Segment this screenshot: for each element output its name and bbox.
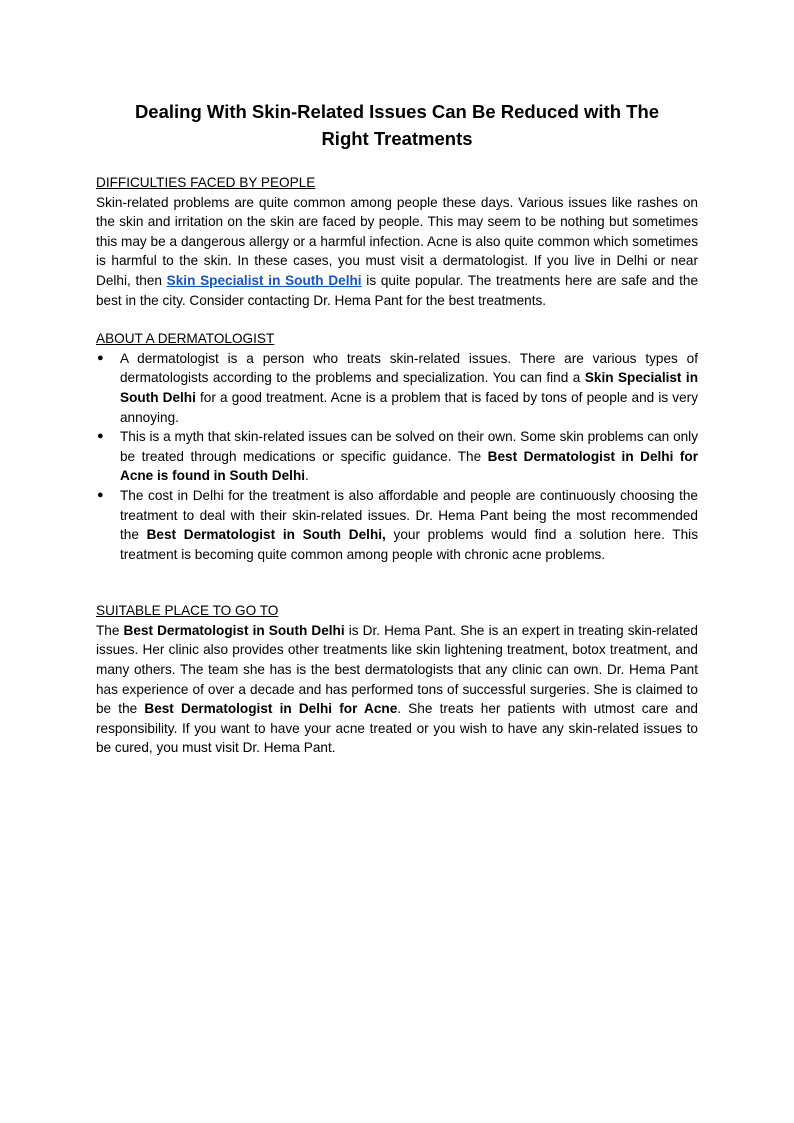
bullet-icon: ● bbox=[97, 488, 104, 501]
paragraph-text: . She treats her patients with utmost care and responsibility. If you want to have your acne treated or you wish to have any skin-related issues to be cured, you must visit Dr. Hema Pant. bbox=[96, 701, 698, 756]
bullet-icon: ● bbox=[97, 351, 104, 364]
bullet-text: The cost in Delhi for the treatment is also affordable and people are continuously choosing the treatment to deal with their skin-related issues. Dr. Hema Pant being the most recommended the bbox=[120, 487, 698, 543]
bullet-text: . bbox=[305, 468, 309, 484]
bullet-text: This is a myth that skin-related issues can be solved on their own. Some skin problems can only be treated through medications or specific guidance. The bbox=[120, 429, 698, 464]
bullet-bold-text: Best Dermatologist in South Delhi, bbox=[146, 527, 386, 543]
paragraph-text: is quite popular. The treatments here are safe and the best in the city. Consider contacting Dr. Hema Pant for the best treatments. bbox=[96, 272, 699, 308]
list-item bbox=[96, 427, 698, 486]
skin-specialist-link[interactable]: Skin Specialist in South Delhi bbox=[166, 272, 362, 288]
bullet-text: your problems would find a solution here. This treatment is becoming quite common among people with chronic acne problems. bbox=[120, 527, 698, 562]
bullet-bold-text: Skin Specialist in South Delhi bbox=[120, 370, 699, 405]
section-heading-difficulties: DIFFICULTIES FACED BY PEOPLE bbox=[96, 175, 316, 190]
paragraph-text: is Dr. Hema Pant. She is an expert in treating skin-related issues. Her clinic also provides other treatments like skin lightening treatment, botox treatment, and many others. The team she has is the best dermatologists that any clinic can own. Dr. Hema Pant has experience of over a decade and has performed tons of successful surgeries. She is claimed to be the bbox=[96, 622, 698, 717]
bullet-text: A dermatologist is a person who treats skin-related issues. There are various types of dermatologists according to the problems and specialization. You can find a bbox=[120, 350, 698, 386]
bullet-icon: ● bbox=[97, 430, 104, 443]
list-item bbox=[96, 349, 698, 427]
bullet-list bbox=[96, 349, 698, 565]
paragraph-text: The bbox=[96, 622, 124, 638]
document-body bbox=[96, 96, 698, 758]
page-title: Dealing With Skin-Related Issues Can Be Reduced with The Right Treatments bbox=[134, 101, 660, 149]
section-heading-suitable-place: SUITABLE PLACE TO GO TO bbox=[96, 603, 279, 619]
list-item bbox=[96, 486, 698, 564]
section-paragraph-suitable-place bbox=[96, 621, 698, 758]
section-paragraph-difficulties bbox=[96, 193, 698, 311]
bullet-bold-text: Best Dermatologist in Delhi for Acne is found in South Delhi bbox=[120, 448, 698, 484]
paragraph-bold-text: Best Dermatologist in Delhi for Acne bbox=[144, 701, 398, 717]
paragraph-text: Skin-related problems are quite common among people these days. Various issues like rashes on the skin and irritation on the skin are faced by people. This may seem to be nothing but sometimes this may be a dangerous allergy or a harmful infection. Acne is also quite common which sometimes is harmful to the skin. In these cases, you must visit a dermatologist. If you live in Delhi or near Delhi, then bbox=[96, 194, 698, 288]
section-heading-dermatologist: ABOUT A DERMATOLOGIST bbox=[96, 331, 275, 347]
bullet-text: for a good treatment. Acne is a problem that is faced by tons of people and is very annoying. bbox=[120, 389, 698, 425]
paragraph-bold-text: Best Dermatologist in South Delhi bbox=[123, 622, 345, 638]
